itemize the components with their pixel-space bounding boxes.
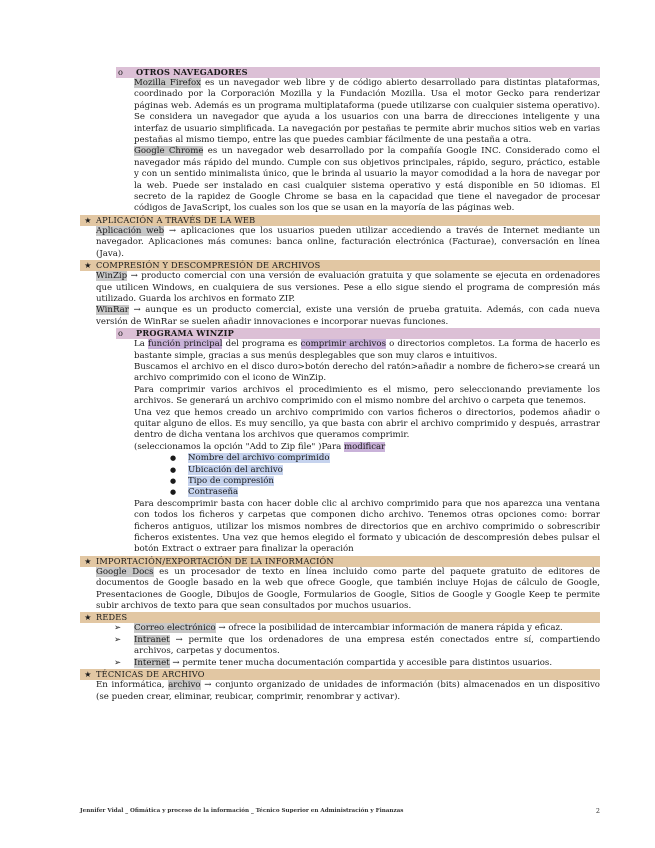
descomprimir-paragraph: Para descomprimir basta con hacer doble clic al archivo comprimido para que nos aparezca una ventana con todos los ficheros y carpetas que componen dicho archivo. Tenemos otras opciones como: borrar ficheros antiguos, utilizar los mismos nombres de directorios que en archivo comprimido o sobrescribir ficheros existentes. Una vez que hemos elegido el formato y ubicación de descompresión debes pulsar el botón Extract o extraer para finalizar la operación (134, 498, 600, 555)
page-content (80, 67, 600, 703)
heading-bullet: o (118, 67, 124, 77)
arrow-bullet-icon: ➢ (114, 657, 122, 668)
heading-text: APLICACIÓN A TRAVÉS DE LA WEB (96, 214, 256, 225)
heading-text: IMPORTACIÓN/EXPORTACIÓN DE LA INFORMACIÓN (96, 555, 334, 566)
aplicacion-web-heading (80, 215, 600, 226)
correo-term: Correo electrónico (134, 623, 216, 634)
heading-text: OTROS NAVEGADORES (136, 67, 248, 77)
list-item (170, 453, 600, 464)
aplicacion-web-term: Aplicación web (96, 225, 165, 236)
firefox-paragraph (134, 78, 600, 146)
star-icon: ★ (84, 214, 92, 225)
text-fragment: (seleccionamos la opción "Add to Zip file" )Para (134, 441, 344, 452)
firefox-term: Mozilla Firefox (134, 78, 201, 88)
winzip-multiple-paragraph: Para comprimir varios archivos el procedimiento es el mismo, pero seleccionando previamente los archivos. Se generará un archivo comprimido con el mismo nombre del archivo o carpeta que tenemos. (134, 384, 600, 407)
list-item-text: Tipo de compresión (188, 476, 274, 486)
compresion-heading (80, 260, 600, 271)
aplicacion-web-paragraph (96, 226, 600, 260)
list-item-text: → permite que los ordenadores de una empresa estén conectados entre sí, compartiendo archivos, carpetas y documentos. (134, 634, 600, 657)
internet-term: Internet (134, 657, 170, 668)
modificar-highlight: modificar (343, 441, 386, 452)
archivo-text: → conjunto organizado de unidades de información (bits) almacenados en un dispositivo (se pueden crear, eliminar, reubicar, comprimir, renombrar y activar). (96, 680, 600, 702)
winzip-text: → producto comercial con una versión de evaluación gratuita y que solamente se ejecuta en ordenadores que utilicen Windows, en cualquiera de sus versiones. Pese a ello sigue siendo el programa de compresión más utilizado. Guarda los archivos en formato ZIP. (96, 271, 600, 304)
programa-winzip-heading (116, 328, 600, 339)
comprimir-archivos-highlight: comprimir archivos (300, 339, 386, 350)
funcion-principal-highlight: función principal (147, 339, 223, 350)
heading-text: COMPRESIÓN Y DESCOMPRESIÓN DE ARCHIVOS (96, 260, 321, 271)
heading-bullet: o (118, 328, 124, 339)
chrome-term: Google Chrome (134, 146, 204, 157)
winzip-function-paragraph (134, 339, 600, 362)
chrome-text: es un navegador web desarrollado por la compañía Google INC. Considerado como el navegador más rápido del mundo. Cumple con sus objetivos principales, rápido, seguro, práctico, estable y con un sentido minimalista único, que le brinda al usuario la mayor comodidad a la hora de navegar por la web. Puede ser instalado en casi cualquier sistema operativo y está disponible en 50 idiomas. El secreto de la rapidez de Google Chrome se basa en la capacidad que tiene el navegador de procesar códigos de JavaScript, los cuales son los que se usan en la mayoría de las páginas web. (134, 146, 600, 214)
list-item-text: → ofrece la posibilidad de intercambiar información de manera rápida y eficaz. (215, 623, 563, 634)
list-item (114, 635, 600, 658)
star-icon: ★ (84, 260, 92, 271)
redes-list (114, 623, 600, 669)
winzip-add-remove-paragraph: Una vez que hemos creado un archivo comprimido con varios ficheros o directorios, podemos añadir o quitar alguno de ellos. Es muy sencillo, ya que basta con abrir el archivo comprimido y después, arrastrar dentro de dicha ventana los archivos que queramos comprimir. (134, 407, 600, 441)
google-docs-paragraph (96, 567, 600, 613)
winzip-paragraph (96, 271, 600, 305)
star-icon: ★ (84, 612, 92, 623)
list-item (170, 476, 600, 487)
page-number: 2 (595, 807, 600, 815)
text-fragment: del programa es (222, 339, 301, 350)
redes-heading (80, 612, 600, 623)
winzip-step-paragraph: Buscamos el archivo en el disco duro>botón derecho del ratón>añadir a nombre de fichero>se creará un archivo comprimido con el icono de WinZip. (134, 361, 600, 384)
text-fragment: En informática, (96, 680, 169, 691)
archivo-paragraph (96, 680, 600, 703)
list-item-text: Nombre del archivo comprimido (188, 453, 330, 464)
importacion-heading (80, 556, 600, 567)
arrow-bullet-icon: ➢ (114, 634, 122, 645)
winrar-paragraph (96, 305, 600, 328)
winzip-term: WinZip (96, 271, 128, 282)
list-item (114, 623, 600, 634)
text-fragment: La (134, 339, 148, 350)
winzip-modify-paragraph (134, 442, 600, 453)
footer-text: Jennifer Vidal _ Ofimática y proceso de la información _ Técnico Superior en Administración y Finanzas (80, 808, 404, 814)
list-item-text: → permite tener mucha documentación compartida y accesible para distintos usuarios. (169, 657, 553, 668)
list-item-text: Ubicación del archivo (188, 464, 283, 475)
modify-options-list (170, 453, 600, 499)
intranet-term: Intranet (134, 634, 170, 645)
arrow-bullet-icon: ➢ (114, 623, 122, 634)
archivo-term: archivo (168, 680, 201, 691)
heading-text: PROGRAMA WINZIP (136, 328, 234, 339)
otros-navegadores-heading (116, 67, 600, 78)
winrar-text: → aunque es un producto comercial, existe una versión de prueba gratuita. Además, con cada nueva versión de WinRar se suelen añadir innovaciones e incorporar nuevas funciones. (96, 305, 600, 327)
winrar-term: WinRar (96, 305, 129, 316)
firefox-text: es un navegador web libre y de código abierto desarrollado para distintas plataformas, coordinado por la Corporación Mozilla y la Fundación Mozilla. Usa el motor Gecko para renderizar páginas web. Además es un programa multiplataforma (puede utilizarse con cualquier sistema operativo). Se considera un navegador que ayuda a los usuarios con una barra de direcciones inteligente y una interfaz de usuario simplificada. La navegación por pestañas te permite abrir muchos sitios web en varias pestañas al mismo tiempo, entre las que puedes cambiar fácilmente de una pestaña a otra. (134, 78, 600, 146)
heading-text: REDES (96, 612, 128, 623)
star-icon: ★ (84, 669, 92, 680)
list-item-text: Contraseña (188, 487, 239, 498)
heading-text: TÉCNICAS DE ARCHIVO (96, 669, 205, 680)
list-item (170, 465, 600, 476)
list-item (170, 487, 600, 498)
chrome-paragraph (134, 146, 600, 214)
google-docs-text: es un procesador de texto en línea incluido como parte del paquete gratuito de editores de documentos de Google basado en la web que ofrece Google, que también incluye Hojas de cálculo de Google, Presentaciones de Google, Dibujos de Google, Formularios de Google, Sitios de Google y Google Keep te permite subir archivos de texto para que sean consultados por muchos usuarios. (96, 566, 600, 612)
tecnicas-heading (80, 669, 600, 680)
aplicacion-web-text: → aplicaciones que los usuarios pueden utilizar accediendo a través de Internet mediante un navegador. Aplicaciones más comunes: banca online, facturación electrónica (Facturae), conversación en línea (Java). (96, 225, 600, 259)
list-item (114, 658, 600, 669)
text-fragment: o directorios completos. La forma de hacerlo es bastante simple, gracias a sus menús desplegables que son muy claros e intuitivos. (134, 339, 601, 361)
page-footer (80, 806, 600, 817)
star-icon: ★ (84, 555, 92, 566)
google-docs-term: Google Docs (96, 566, 154, 577)
